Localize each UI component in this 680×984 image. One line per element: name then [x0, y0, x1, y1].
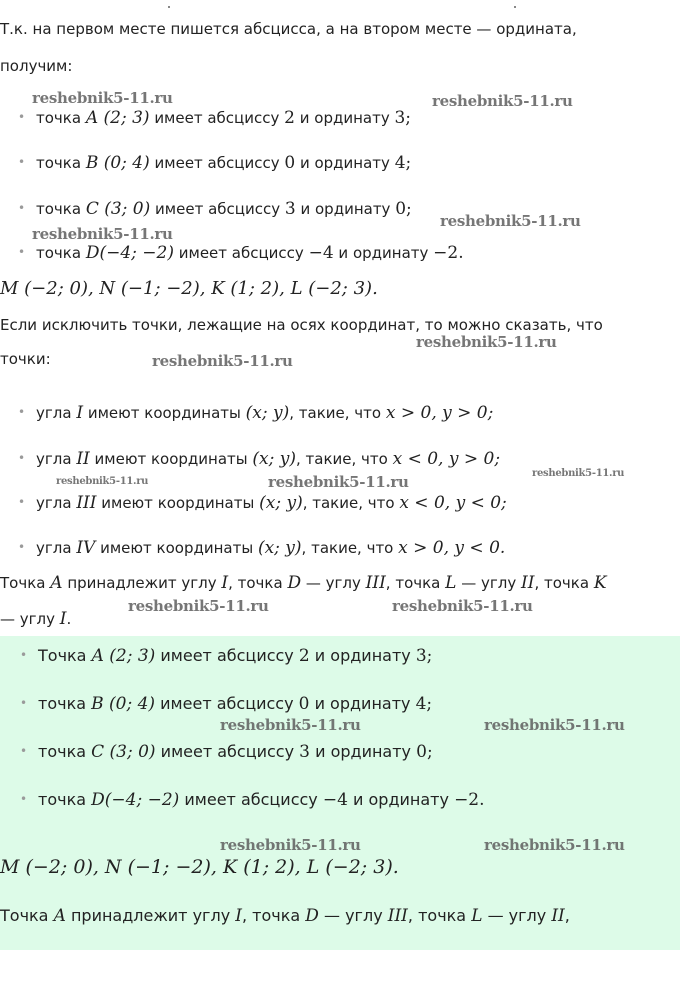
watermark: reshebnik5-11.ru: [152, 352, 293, 370]
exclude-line-1: Если исключить точки, лежащие на осях координат, то можно сказать, что: [0, 316, 603, 334]
watermark: reshebnik5-11.ru: [56, 476, 149, 487]
conclusion-line-1: Точка A принадлежит углу I, точка D — углу III, точка L — углу II, точка K: [0, 573, 607, 593]
conclusion-line-1: Точка A принадлежит углу I, точка D — углу III, точка L — углу II,: [0, 906, 570, 926]
list-item: • точка B (0; 4) имеет абсциссу 0 и ординату 4;: [18, 153, 411, 173]
list-item: • угла I имеют координаты (x; y), такие, что x > 0, y > 0;: [18, 403, 493, 423]
list-item: • угла III имеют координаты (x; y), такие, что x < 0, y < 0;: [18, 493, 507, 513]
clipped-mark: [168, 6, 170, 8]
list-item: • угла IV имеют координаты (x; y), такие, что x > 0, y < 0.: [18, 538, 505, 558]
list-item: • точка D(−4; −2) имеет абсциссу −4 и ординату −2.: [20, 790, 485, 810]
watermark: reshebnik5-11.ru: [484, 836, 625, 854]
list-item: • точка B (0; 4) имеет абсциссу 0 и ординату 4;: [20, 694, 432, 714]
intro-line-2: получим:: [0, 57, 73, 75]
watermark: reshebnik5-11.ru: [128, 597, 269, 615]
conclusion-line-2: — углу I.: [0, 609, 72, 629]
watermark: reshebnik5-11.ru: [484, 716, 625, 734]
list-item: • точка C (3; 0) имеет абсциссу 3 и ординату 0;: [18, 199, 412, 219]
watermark: reshebnik5-11.ru: [32, 225, 173, 243]
points-line: M (−2; 0), N (−1; −2), K (1; 2), L (−2; 3).: [0, 856, 399, 878]
list-item: • точка C (3; 0) имеет абсциссу 3 и ординату 0;: [20, 742, 433, 762]
points-line: M (−2; 0), N (−1; −2), K (1; 2), L (−2; 3).: [0, 278, 378, 299]
watermark: reshebnik5-11.ru: [220, 716, 361, 734]
watermark: reshebnik5-11.ru: [532, 468, 625, 479]
watermark: reshebnik5-11.ru: [392, 597, 533, 615]
intro-line-1: Т.к. на первом месте пишется абсцисса, а на втором месте — ордината,: [0, 20, 577, 38]
watermark: reshebnik5-11.ru: [220, 836, 361, 854]
clipped-mark: [514, 6, 516, 8]
watermark: reshebnik5-11.ru: [440, 212, 581, 230]
list-item: • точка D(−4; −2) имеет абсциссу −4 и ординату −2.: [18, 243, 464, 263]
watermark: reshebnik5-11.ru: [416, 333, 557, 351]
watermark: reshebnik5-11.ru: [432, 92, 573, 110]
exclude-line-2: точки:: [0, 350, 51, 368]
list-item: • Точка A (2; 3) имеет абсциссу 2 и ординату 3;: [20, 646, 432, 666]
list-item: • точка A (2; 3) имеет абсциссу 2 и ординату 3;: [18, 108, 411, 128]
watermark: reshebnik5-11.ru: [268, 473, 409, 491]
watermark: reshebnik5-11.ru: [32, 89, 173, 107]
list-item: • угла II имеют координаты (x; y), такие, что x < 0, y > 0;: [18, 449, 500, 469]
